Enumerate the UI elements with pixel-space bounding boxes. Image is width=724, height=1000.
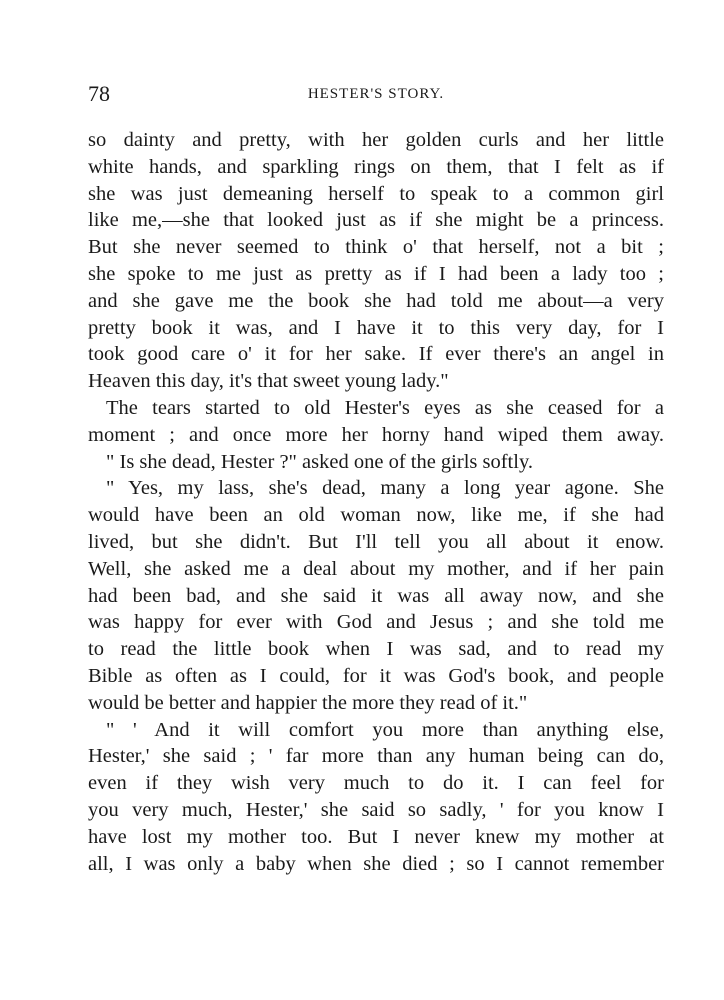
text-line: lived, but she didn't. But I'll tell you all about it enow.: [88, 530, 664, 553]
text-line: Heaven this day, it's that sweet young lady.": [88, 370, 449, 393]
text-line: was happy for ever with God and Jesus ; and she told me: [88, 611, 664, 634]
text-line: all, I was only a baby when she died ; so I cannot remember: [88, 852, 664, 875]
page-number: 78: [88, 81, 110, 106]
text-line: But she never seemed to think o' that herself, not a bit ;: [88, 236, 664, 259]
text-line: Well, she asked me a deal about my mother, and if her pain: [88, 557, 664, 580]
running-head: [88, 80, 664, 108]
text-line: she was just demeaning herself to speak to a common girl: [88, 182, 664, 205]
text-line: had been bad, and she said it was all away now, and she: [88, 584, 664, 607]
text-line: have lost my mother too. But I never knew my mother at: [88, 825, 664, 848]
running-title: HESTER'S STORY.: [307, 86, 445, 102]
text-line: pretty book it was, and I have it to this very day, for I: [88, 316, 664, 339]
text-line: you very much, Hester,' she said so sadly, ' for you know I: [88, 798, 664, 821]
text-line: Bible as often as I could, for it was God's book, and people: [88, 664, 664, 687]
text-line: would have been an old woman now, like me, if she had: [88, 504, 664, 527]
body-text: [88, 127, 664, 877]
text-line: so dainty and pretty, with her golden curls and her little: [88, 129, 664, 151]
text-line: Hester,' she said ; ' far more than any human being can do,: [88, 745, 664, 768]
text-line: she spoke to me just as pretty as if I had been a lady too ;: [88, 262, 664, 285]
text-line: took good care o' it for her sake. If ever there's an angel in: [88, 343, 664, 366]
text-line: and she gave me the book she had told me about—a very: [88, 289, 664, 312]
text-line: " Is she dead, Hester ?" asked one of the girls softly.: [106, 450, 533, 473]
text-line: white hands, and sparkling rings on them, that I felt as if: [88, 155, 664, 178]
text-line: to read the little book when I was sad, and to read my: [88, 638, 664, 661]
text-line: " Yes, my lass, she's dead, many a long year agone. She: [106, 477, 664, 500]
text-line: " ' And it will comfort you more than anything else,: [106, 718, 664, 741]
text-line: even if they wish very much to do it. I can feel for: [88, 772, 664, 795]
text-line: The tears started to old Hester's eyes as she ceased for a: [106, 396, 664, 419]
text-line: like me,—she that looked just as if she might be a princess.: [88, 209, 664, 232]
text-line: would be better and happier the more they read of it.": [88, 691, 528, 714]
text-line: moment ; and once more her horny hand wiped them away.: [88, 423, 664, 446]
